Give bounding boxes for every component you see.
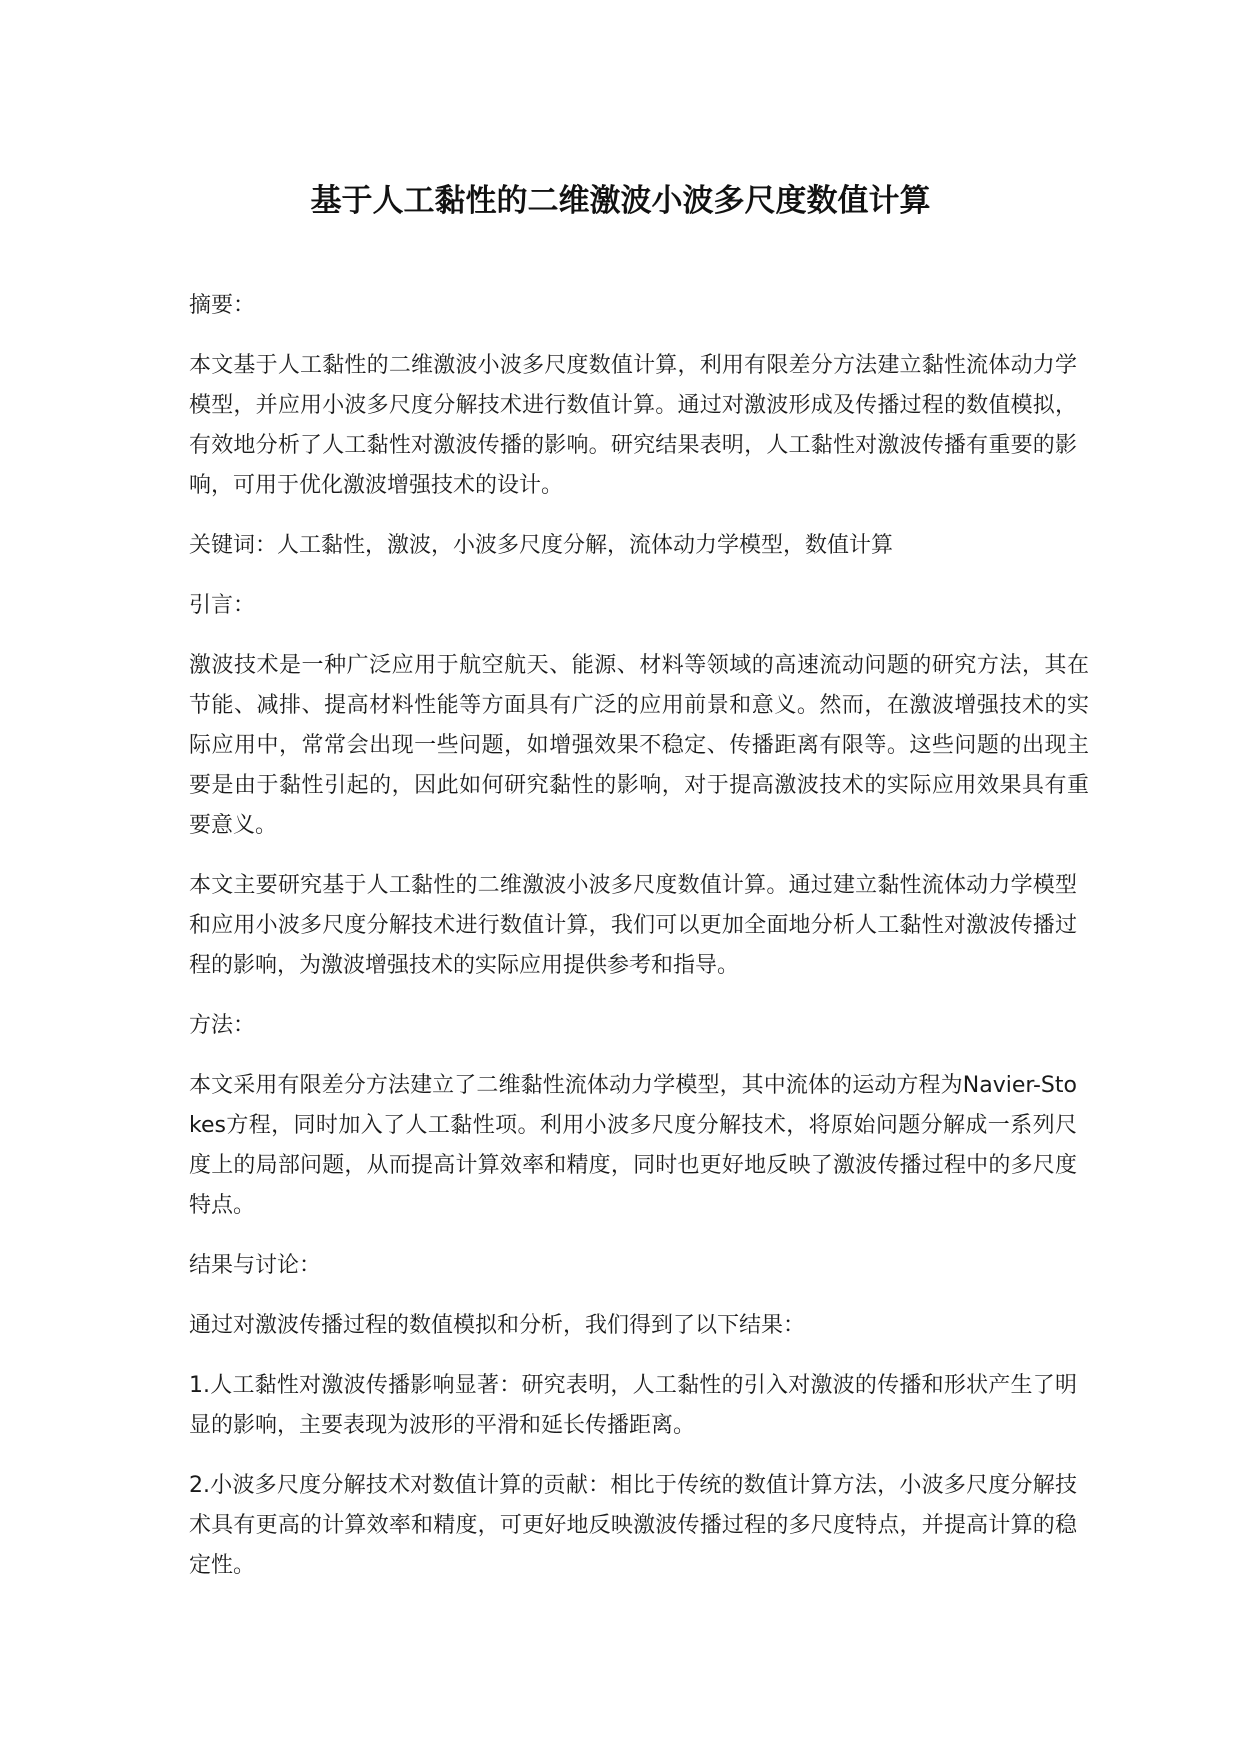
methods-paragraph: 本文采用有限差分方法建立了二维黏性流体动力学模型，其中流体的运动方程为Navier-Stokes方程，同时加入了人工黏性项。利用小波多尺度分解技术，将原始问题分解成一系列尺度上的局部问题，从而提高计算效率和精度，同时也更好地反映了激波传播过程中的多尺度特点。 bbox=[189, 1073, 1077, 1218]
result-item-2: 2.小波多尺度分解技术对数值计算的贡献：相比于传统的数值计算方法，小波多尺度分解技术具有更高的计算效率和精度，可更好地反映激波传播过程的多尺度特点，并提高计算的稳定性。 bbox=[189, 1473, 1077, 1578]
results-heading: 结果与讨论： bbox=[189, 1253, 322, 1278]
abstract-heading: 摘要： bbox=[189, 293, 256, 318]
introduction-paragraph-1: 激波技术是一种广泛应用于航空航天、能源、材料等领域的高速流动问题的研究方法，其在节能、减排、提高材料性能等方面具有广泛的应用前景和意义。然而，在激波增强技术的实际应用中，常常会出现一些问题，如增强效果不稳定、传播距离有限等。这些问题的出现主要是由于黏性引起的，因此如何研究黏性的影响，对于提高激波技术的实际应用效果具有重要意义。 bbox=[189, 653, 1089, 838]
abstract-paragraph: 本文基于人工黏性的二维激波小波多尺度数值计算，利用有限差分方法建立黏性流体动力学模型，并应用小波多尺度分解技术进行数值计算。通过对激波形成及传播过程的数值模拟，有效地分析了人工黏性对激波传播的影响。研究结果表明，人工黏性对激波传播有重要的影响，可用于优化激波增强技术的设计。 bbox=[189, 353, 1077, 498]
methods-heading: 方法： bbox=[189, 1013, 256, 1038]
keywords-paragraph: 关键词：人工黏性，激波，小波多尺度分解，流体动力学模型，数值计算 bbox=[189, 533, 894, 558]
introduction-heading: 引言： bbox=[189, 593, 256, 618]
introduction-paragraph-2: 本文主要研究基于人工黏性的二维激波小波多尺度数值计算。通过建立黏性流体动力学模型和应用小波多尺度分解技术进行数值计算，我们可以更加全面地分析人工黏性对激波传播过程的影响，为激波增强技术的实际应用提供参考和指导。 bbox=[189, 873, 1077, 978]
results-intro-paragraph: 通过对激波传播过程的数值模拟和分析，我们得到了以下结果： bbox=[189, 1313, 806, 1338]
document-title: 基于人工黏性的二维激波小波多尺度数值计算 bbox=[310, 183, 931, 219]
document-body bbox=[189, 286, 1089, 1606]
result-item-1: 1.人工黏性对激波传播影响显著：研究表明，人工黏性的引入对激波的传播和形状产生了明显的影响，主要表现为波形的平滑和延长传播距离。 bbox=[189, 1373, 1077, 1438]
